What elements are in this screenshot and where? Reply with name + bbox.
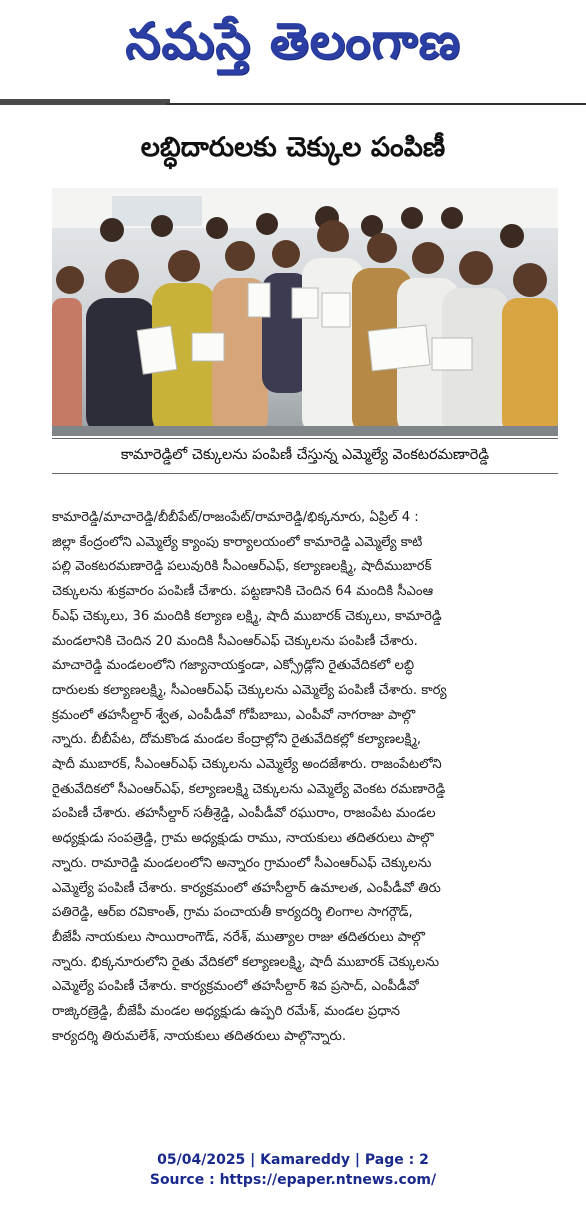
article-line: ఎమ్మెల్యే పంపిణీ చేశారు. కార్యక్రమంలో తహసీల్దార్ శివ ప్రసాద్, ఎంపీడీవో bbox=[52, 979, 419, 995]
article-line: న్నారు. బీబీపేట, దోమకొండ మండల కేంద్రాల్లోని రైతువేదికల్లో కల్యాణలక్ష్మి, bbox=[52, 732, 422, 748]
masthead-rule-thick bbox=[0, 99, 170, 105]
news-photo-icon bbox=[52, 188, 558, 436]
article-line: మండలానికి చెందిన 20 మందికి సీఎంఆర్ఎఫ్ చెక్కులను పంపిణీ చేశారు. bbox=[52, 633, 418, 649]
article-line: షాదీ ముబారక్, సీఎంఆర్ఎఫ్ చెక్కులను ఎమ్మెల్యే అందజేశారు. రాజంపేటలోని bbox=[52, 757, 442, 773]
article-line: కార్యదర్శి తిరుమలేశ్, నాయకులు తదితరులు పాల్గొన్నారు. bbox=[52, 1028, 347, 1044]
masthead bbox=[0, 0, 586, 110]
article-headline: లబ్ధిదారులకు చెక్కుల పంపిణీ bbox=[140, 132, 446, 163]
article-line: ర్ఎఫ్ చెక్కులు, 36 మందికి కల్యాణ లక్ష్మి, షాదీ ముబారక్ చెక్కులు, కామారెడ్డి bbox=[52, 608, 442, 624]
article-line: క్రమంలో తహసీల్దార్ శ్వేత, ఎంపీడీవో గోపీబాబు, ఎంపీవో నాగరాజు పాల్గొ bbox=[52, 707, 416, 723]
article-line: దారులకు కల్యాణలక్ష్మి, సీఎంఆర్ఎఫ్ చెక్కులను ఎమ్మెల్యే పంపిణీ చేశారు. కార్య bbox=[52, 682, 447, 698]
article-line: న్నారు. రామారెడ్డి మండలంలోని అన్నారం గ్రామంలో సీఎంఆర్ఎఫ్ చెక్కులను bbox=[52, 855, 432, 871]
article-line: న్నారు. భిక్కనూరులోని రైతు వేదికలో కల్యాణలక్ష్మి, షాదీ ముబారక్ చెక్కులను bbox=[52, 954, 440, 970]
article-line: పంపిణీ చేశారు. తహసీల్దార్ సతీశ్రెడ్డి, ఎంపీడీవో రఘురాం, రాజంపేట మండల bbox=[52, 806, 436, 822]
article-line: కామారెడ్డి/మాచారెడ్డి/బీబీపేట్/రాజంపేట్/రామారెడ్డి/భిక్కనూరు, ఏప్రిల్ 4 : bbox=[52, 510, 419, 525]
article-line: జిల్లా కేంద్రంలోని ఎమ్మెల్యే క్యాంపు కార్యాలయంలో కామారెడ్డి ఎమ్మెల్యే కాటి bbox=[52, 534, 423, 550]
article-line: పతిరెడ్డి, ఆర్ఐ రవికాంత్, గ్రామ పంచాయతీ కార్యదర్శి లింగాల సాగర్గౌడ్, bbox=[52, 905, 413, 921]
masthead-rule-thin bbox=[166, 103, 586, 105]
footer-source: Source : https://epaper.ntnews.com/ bbox=[149, 1172, 437, 1188]
article-body bbox=[52, 506, 558, 1049]
caption-rule-bottom bbox=[52, 473, 558, 474]
article-line: బీజేపీ నాయకులు సాయిరాంగౌడ్, నరేశ్, ముత్యాల రాజు తదితరులు పాల్గొ bbox=[52, 929, 425, 945]
article-line: ఎమ్మెల్యే పంపిణీ చేశారు. కార్యక్రమంలో తహసీల్దార్ ఉమాలత, ఎంపీడీవో తిరు bbox=[52, 880, 441, 896]
article-line: అధ్యక్షుడు సంపత్రెడ్డి, గ్రామ అధ్యక్షుడు రాము, నాయకులు తదితరులు పాల్గొ bbox=[52, 831, 434, 847]
footer-date-page: 05/04/2025 | Kamareddy | Page : 2 bbox=[157, 1152, 429, 1168]
caption-rule-top bbox=[52, 438, 558, 439]
article-line: పల్లి వెంకటరమణారెడ్డి పలువురికి సీఎంఆర్ఎఫ్, కల్యాణలక్ష్మి, షాదీముబారక్ bbox=[52, 559, 432, 575]
masthead-title: నమస్తే తెలంగాణ bbox=[125, 12, 461, 70]
photo-caption: కామారెడ్డిలో చెక్కులను పంపిణీ చేస్తున్న ఎమ్మెల్యే వెంకటరమణారెడ్డి bbox=[120, 447, 490, 463]
article-line: రాజ్కిరణ్రెడ్డి, బీజేపీ మండల అధ్యక్షుడు ఉప్పరి రమేశ్, మండల ప్రధాన bbox=[52, 1004, 400, 1020]
article-line: చెక్కులను శుక్రవారం పంపిణీ చేశారు. పట్టణానికి చెందిన 64 మందికి సీఎంఆ bbox=[52, 584, 434, 600]
page-footer bbox=[0, 1150, 586, 1190]
article-line: మాచారెడ్డి మండలంలోని గజ్యానాయక్తండా, ఎక్స్రోడ్లోని రైతువేదికలో లబ్ధి bbox=[52, 658, 415, 674]
article-line: రైతువేదికలో సీఎంఆర్ఎఫ్, కల్యాణలక్ష్మి చెక్కులను ఎమ్మెల్యే వెంకట రమణారెడ్డి bbox=[52, 781, 446, 797]
